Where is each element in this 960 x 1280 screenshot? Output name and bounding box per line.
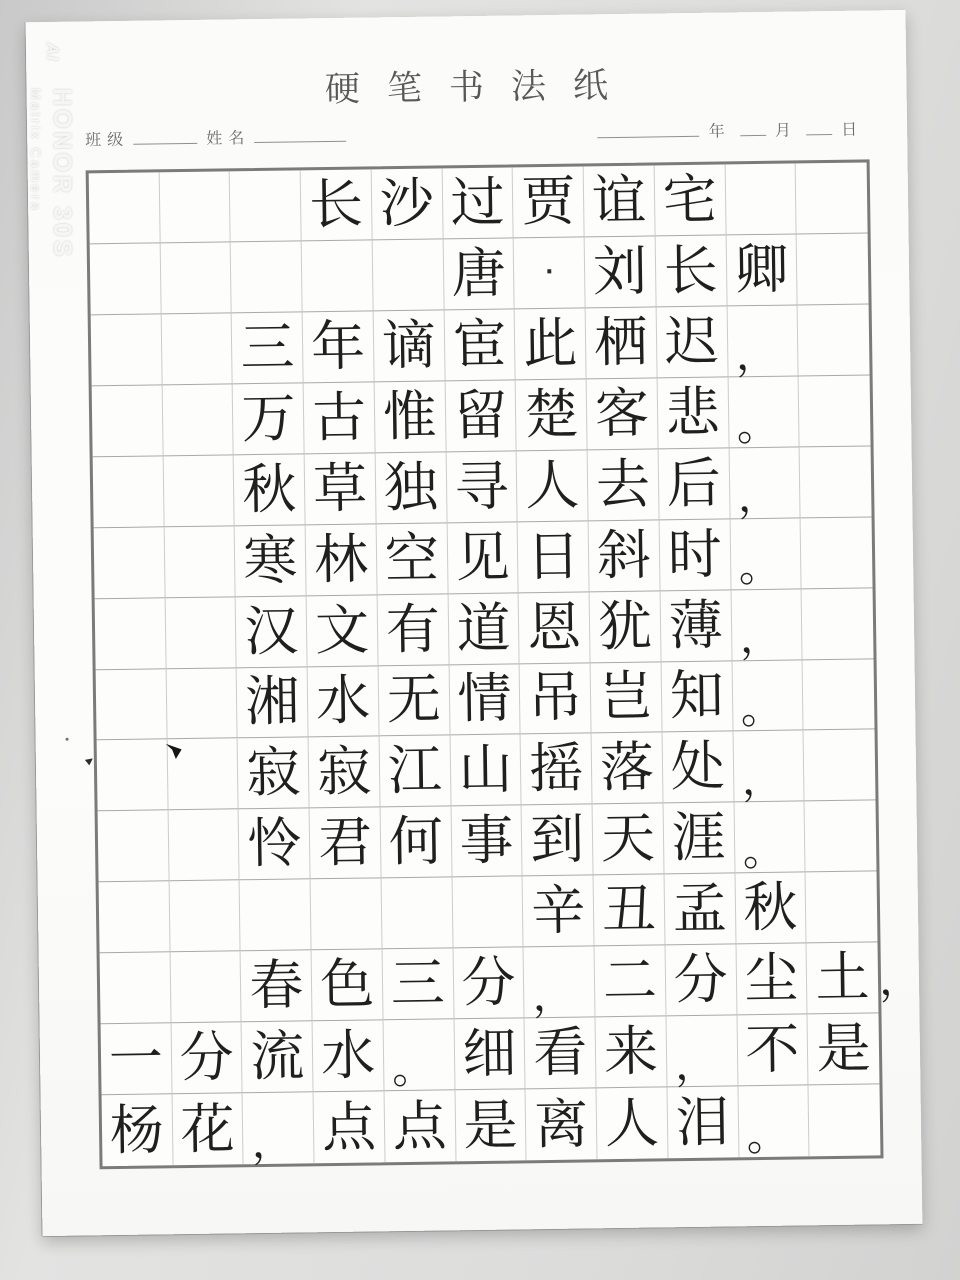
grid-cell-empty	[159, 171, 231, 243]
grid-cell-char	[442, 167, 514, 239]
grid-cell-char	[590, 591, 662, 663]
grid-cell-empty	[800, 446, 872, 518]
date-blank-line	[598, 122, 700, 138]
grid-cell-char	[522, 805, 594, 877]
grid-cell-char	[453, 948, 525, 1020]
grid-cell-empty	[373, 239, 445, 311]
handwritten-character: 涯	[671, 805, 727, 870]
grid-cell-char	[310, 808, 382, 880]
handwritten-character: 事	[459, 808, 514, 873]
handwritten-character: ，	[251, 1117, 295, 1168]
grid-cell-char	[663, 803, 735, 875]
grid-cell-empty	[100, 952, 172, 1024]
class-label: 班级	[85, 129, 130, 150]
grid-cell-char	[665, 945, 737, 1017]
watermark-rotated-block	[20, 28, 84, 284]
handwritten-character: 唐	[451, 241, 507, 306]
grid-cell-char	[730, 518, 802, 590]
grid-cell-empty	[452, 877, 524, 949]
grid-cell-char	[450, 735, 522, 807]
grid-cell-char	[374, 310, 446, 382]
grid-cell-char	[515, 308, 587, 380]
handwritten-character: 吊	[527, 665, 583, 730]
handwritten-character: 山	[458, 737, 513, 802]
watermark-brand: HONOR 30S	[48, 88, 76, 260]
handwritten-character: 岂	[598, 664, 654, 729]
grid-cell-empty	[92, 385, 164, 457]
grid-cell-empty	[809, 1084, 881, 1156]
handwritten-character: 独	[383, 455, 439, 519]
grid-cell-char	[807, 943, 879, 1015]
handwritten-character: 寻	[454, 454, 510, 518]
header-left	[85, 124, 350, 151]
grid-cell-char	[657, 377, 729, 449]
grid-cell-empty	[95, 598, 167, 670]
grid-cell-char	[372, 168, 444, 240]
ai-camera-logo-icon	[28, 28, 76, 76]
grid-cell-char	[238, 738, 310, 810]
handwritten-character: 空	[384, 526, 440, 590]
grid-cell-empty	[805, 801, 877, 873]
handwritten-character: 恩	[526, 595, 582, 659]
grid-cell-char	[662, 732, 734, 804]
grid-cell-char	[593, 804, 665, 876]
grid-cell-char	[729, 447, 801, 519]
grid-cell-empty	[801, 517, 873, 589]
grid-cell-char	[447, 522, 519, 594]
grid-cell-empty	[804, 730, 876, 802]
calligraphy-paper	[26, 10, 923, 1236]
handwritten-character: 土	[815, 945, 871, 1010]
handwritten-character: 怜	[246, 811, 302, 876]
handwritten-character: 。	[391, 1043, 435, 1094]
grid-cell-char	[237, 667, 309, 739]
handwritten-character: 惟	[382, 384, 438, 448]
handwritten-character: 天	[600, 806, 656, 871]
handwritten-character: 沙	[379, 171, 435, 236]
grid-cell-char	[660, 590, 732, 662]
grid-cell-char	[380, 807, 452, 879]
handwritten-character: 过	[450, 170, 506, 235]
handwritten-character: 悲	[665, 380, 721, 445]
handwritten-character: 迟	[664, 309, 720, 374]
handwritten-character: 谪	[381, 313, 437, 378]
grid-cell-char	[731, 589, 803, 661]
grid-cell-char	[525, 1017, 597, 1089]
handwritten-character: 留	[453, 383, 509, 447]
grid-cell-empty	[164, 526, 236, 598]
handwritten-character: 长	[308, 172, 364, 237]
handwritten-character: 林	[313, 527, 369, 591]
grid-cell-char	[306, 524, 378, 596]
grid-cell-empty	[90, 243, 162, 315]
grid-cell-char	[736, 944, 808, 1016]
handwritten-character: ，	[735, 329, 779, 380]
handwritten-character: 无	[386, 667, 442, 732]
handwritten-character: 文	[314, 597, 370, 662]
grid-cell-char	[659, 519, 731, 591]
grid-cell-char	[172, 1093, 244, 1165]
handwritten-character: 知	[669, 663, 725, 728]
grid-cell-char	[455, 1089, 527, 1161]
grid-cell-char	[596, 1016, 668, 1088]
handwritten-character: 君	[317, 810, 373, 875]
grid-cell-char	[102, 1094, 174, 1166]
handwritten-character: 栖	[593, 310, 649, 375]
handwritten-character: 色	[319, 952, 375, 1017]
handwritten-character: 江	[387, 738, 443, 803]
grid-cell-empty	[803, 659, 875, 731]
handwritten-character: 摇	[528, 736, 584, 801]
handwritten-character: 到	[529, 807, 585, 872]
handwritten-character: ，	[532, 970, 575, 1021]
handwritten-character: 不	[744, 1017, 800, 1082]
handwritten-character: 流	[249, 1024, 305, 1089]
grid-cell-char	[239, 809, 311, 881]
grid-cell-empty	[165, 597, 237, 669]
honor-watermark	[20, 28, 84, 284]
handwritten-character: 是	[463, 1092, 518, 1157]
grid-cell-empty	[230, 170, 302, 242]
grid-cell-empty	[381, 878, 453, 950]
grid-cell-char	[735, 873, 807, 945]
grid-cell-empty	[169, 881, 241, 953]
year-label: 年	[708, 121, 731, 141]
grid-cell-empty	[161, 313, 233, 385]
handwritten-character: 日	[525, 524, 581, 588]
handwritten-character: ，	[739, 613, 783, 663]
handwritten-character: 春	[248, 953, 304, 1018]
grid-cell-char	[378, 594, 450, 666]
grid-cell-char	[242, 1021, 314, 1093]
grid-cell-char	[513, 166, 585, 238]
ink-speck-small	[66, 738, 69, 741]
grid-cell-char	[171, 1022, 243, 1094]
handwritten-character: 此	[522, 311, 578, 376]
grid-cell-char	[443, 238, 515, 310]
grid-cell-char	[384, 1090, 456, 1162]
handwritten-character: 客	[594, 381, 650, 446]
grid-cell-char	[808, 1014, 880, 1086]
grid-cell-char	[667, 1086, 739, 1158]
grid-cell-empty	[806, 872, 878, 944]
grid-cell-char	[520, 663, 592, 735]
grid-cell-empty	[160, 242, 232, 314]
handwritten-character: 三	[390, 951, 446, 1016]
grid-cell-char	[303, 311, 375, 383]
header-right	[593, 117, 863, 144]
watermark-text	[28, 88, 76, 259]
grid-cell-empty	[162, 384, 234, 456]
grid-cell-char	[655, 235, 727, 307]
grid-cell-char	[382, 949, 454, 1021]
handwritten-character: 一	[108, 1026, 164, 1091]
handwritten-character: ，	[741, 754, 785, 805]
grid-cell-char	[444, 309, 516, 381]
name-label: 姓名	[206, 128, 251, 148]
grid-cell-char	[375, 381, 447, 453]
handwritten-character: 。	[738, 542, 782, 592]
handwritten-character: 尘	[743, 946, 799, 1011]
ink-speck	[85, 758, 93, 765]
grid-cell-char	[241, 951, 313, 1023]
grid-cell-char	[738, 1085, 810, 1161]
grid-cell-char	[233, 383, 305, 455]
handwritten-character: 。	[736, 400, 780, 450]
grid-cell-char	[734, 802, 806, 874]
day-blank-line	[806, 120, 832, 135]
handwritten-character: 细	[462, 1021, 517, 1086]
handwritten-character: 落	[599, 735, 655, 800]
handwritten-character: 水	[315, 668, 371, 733]
grid-cell-char	[526, 1088, 598, 1160]
handwritten-character: 卿	[734, 237, 789, 302]
handwritten-character: 。	[742, 825, 786, 876]
grid-cell-char	[521, 734, 593, 806]
handwritten-character: 寂	[316, 739, 372, 804]
grid-cell-char	[728, 376, 800, 448]
grid-cell-char	[518, 521, 590, 593]
handwritten-character: 犹	[597, 594, 653, 658]
handwritten-character: 孟	[672, 876, 728, 941]
grid-cell-char	[301, 169, 373, 241]
grid-cell-char	[514, 237, 586, 309]
grid-cell-char	[592, 733, 664, 805]
grid-cell-empty	[802, 588, 874, 660]
handwritten-character: 来	[603, 1019, 659, 1084]
handwritten-character: 时	[667, 522, 723, 586]
handwritten-character: 人	[604, 1091, 660, 1155]
grid-cell-char	[378, 665, 450, 737]
grid-cell-empty	[94, 527, 166, 599]
handwritten-character: 二	[602, 948, 658, 1013]
handwritten-character: 刘	[592, 239, 648, 304]
handwritten-character: 分	[179, 1025, 235, 1090]
handwritten-character: 情	[457, 666, 512, 731]
grid-cell-empty	[163, 455, 235, 527]
handwritten-character: 杨	[109, 1097, 165, 1162]
handwritten-character: 寂	[245, 740, 301, 805]
grid-cell-char	[732, 660, 804, 732]
handwritten-character: 离	[533, 1091, 589, 1156]
handwritten-character: 去	[595, 452, 651, 516]
name-blank-line	[254, 127, 346, 143]
grid-cell-empty	[231, 241, 303, 313]
grid-cell-char	[446, 451, 518, 523]
grid-cell-char	[313, 1020, 385, 1092]
handwritten-character: 。	[740, 684, 784, 734]
grid-cell-char	[726, 234, 798, 306]
grid-cell-empty	[96, 669, 168, 741]
grid-cell-char	[101, 1023, 173, 1095]
grid-cell-empty	[796, 162, 868, 234]
grid-cell-char	[654, 164, 726, 236]
grid-cell-char	[445, 380, 517, 452]
grid-cell-empty	[166, 668, 238, 740]
grid-cell-char	[449, 664, 521, 736]
grid-cell-char	[308, 666, 380, 738]
handwritten-character: 见	[455, 525, 511, 589]
handwritten-character: 宦	[452, 312, 508, 377]
handwritten-character: 辛	[530, 878, 586, 943]
handwritten-character: 汉	[243, 598, 299, 663]
handwritten-character: 道	[456, 596, 511, 660]
grid-cell-empty	[797, 233, 869, 305]
handwritten-character: 。	[746, 1110, 790, 1161]
grid-cell-char	[587, 378, 659, 450]
grid-cell-char	[589, 520, 661, 592]
grid-cell-char	[377, 523, 449, 595]
grid-cell-char	[584, 165, 656, 237]
grid-cell-char	[383, 1019, 455, 1094]
grid-cell-char	[524, 947, 596, 1019]
handwritten-character: 分	[461, 950, 516, 1015]
grid-cell-char	[523, 876, 595, 948]
handwritten-character: 秋	[241, 457, 297, 521]
handwritten-character: 湘	[244, 669, 300, 734]
grid-cell-char	[585, 236, 657, 308]
grid-cell-empty	[302, 240, 374, 312]
grid-cell-char	[448, 593, 520, 665]
handwritten-character: 点	[321, 1094, 377, 1159]
handwritten-character: 寒	[242, 528, 298, 592]
handwritten-character: 年	[310, 314, 366, 379]
grid-cell-char	[737, 1015, 809, 1087]
grid-cell-empty	[168, 810, 240, 882]
day-label: 日	[840, 119, 864, 139]
grid-cell-char	[661, 661, 733, 733]
grid-cell-empty	[91, 314, 163, 386]
handwritten-character: 薄	[668, 593, 724, 657]
month-label: 月	[774, 120, 798, 140]
grid-cell-empty	[89, 172, 161, 244]
grid-cell-empty	[93, 456, 165, 528]
handwritten-character: 长	[663, 238, 719, 303]
grid-cell-char	[519, 592, 591, 664]
handwritten-character: 后	[666, 451, 722, 515]
grid-cell-char	[232, 312, 304, 384]
grid-cell-char	[451, 806, 523, 878]
handwritten-character: 万	[240, 386, 296, 450]
grid-cell-char	[312, 950, 384, 1022]
handwritten-character: 有	[385, 597, 441, 661]
handwritten-character: ，	[737, 471, 781, 521]
handwritten-character: 宅	[662, 167, 718, 232]
grid-cell-char	[376, 452, 448, 524]
handwritten-character: 贾	[520, 169, 576, 234]
handwritten-character: 点	[392, 1093, 448, 1158]
grid-cell-char	[656, 306, 728, 378]
handwritten-character: 何	[388, 809, 444, 874]
handwritten-character: ·	[544, 259, 554, 285]
handwritten-character: 秋	[742, 875, 798, 940]
paper-title: 硬笔书法纸	[324, 65, 636, 111]
handwritten-character: 草	[312, 456, 368, 520]
grid-cell-char	[658, 448, 730, 520]
grid-cell-empty	[170, 951, 242, 1023]
grid-cell-char	[307, 595, 379, 667]
grid-cell-char	[305, 453, 377, 525]
grid-cell-char	[234, 454, 306, 526]
handwritten-character: 是	[816, 1016, 872, 1081]
handwritten-character: 斜	[596, 523, 652, 587]
grid-cell-empty	[798, 304, 870, 376]
grid-cell-char	[733, 731, 805, 803]
grid-cell-char	[243, 1092, 315, 1168]
ai-logo-text: AI	[43, 42, 62, 62]
handwritten-character: ，	[674, 1039, 718, 1090]
grid-cell-empty	[725, 163, 797, 235]
grid-cell-char	[588, 449, 660, 521]
grid-cell-empty	[97, 740, 169, 812]
grid-cell-char	[314, 1091, 386, 1163]
overflow-comma: ，	[878, 954, 922, 1005]
grid-cell-char	[309, 737, 381, 809]
handwritten-character: 谊	[591, 168, 647, 233]
grid-cell-char	[586, 307, 658, 379]
handwritten-character: 水	[320, 1023, 376, 1088]
handwritten-character: 泪	[675, 1090, 731, 1154]
grid-cell-empty	[799, 375, 871, 447]
grid-cell-char	[597, 1087, 669, 1159]
handwritten-character: 看	[532, 1020, 588, 1085]
watermark-subtitle: Matrix Camera	[28, 88, 44, 213]
handwritten-character: 丑	[601, 877, 657, 942]
grid-cell-empty	[98, 811, 170, 883]
grid-cell-char	[304, 382, 376, 454]
handwritten-character: 人	[524, 453, 580, 517]
month-blank-line	[740, 121, 766, 136]
grid-cell-char	[666, 1016, 738, 1088]
grid-cell-empty	[311, 879, 383, 951]
class-blank-line	[133, 129, 197, 144]
handwritten-character: 楚	[523, 382, 579, 447]
grid-cell-char	[379, 736, 451, 808]
sheet-header	[85, 117, 863, 151]
handwritten-character: 花	[180, 1096, 236, 1161]
grid-cell-char	[595, 946, 667, 1018]
handwritten-character: 三	[240, 315, 295, 380]
grid-cell-char	[516, 379, 588, 451]
grid-cell-empty	[99, 882, 171, 954]
handwritten-character: 古	[311, 385, 367, 449]
handwritten-character: 处	[670, 734, 726, 799]
grid-cell-char	[517, 450, 589, 522]
handwritten-character: 分	[673, 947, 729, 1012]
grid-cell-char	[454, 1018, 526, 1090]
grid-cell-char	[594, 875, 666, 947]
grid-cell-empty	[240, 880, 312, 952]
grid-cell-char	[235, 525, 307, 597]
grid-cell-char	[664, 874, 736, 946]
calligraphy-grid	[86, 159, 922, 1169]
grid-cell-char	[236, 596, 308, 668]
grid-cell-char	[727, 305, 799, 380]
grid-cell-char	[591, 662, 663, 734]
